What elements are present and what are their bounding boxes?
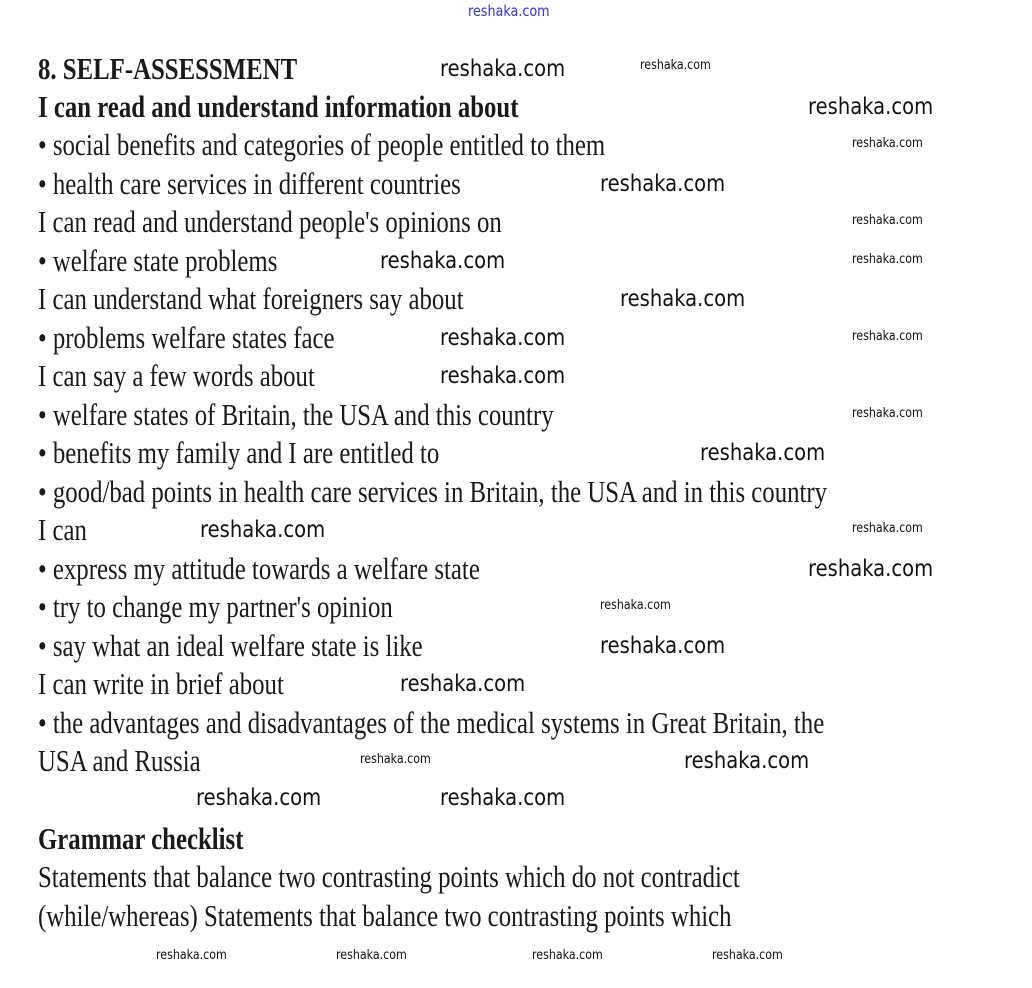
text-line: I can understand what foreigners say about [38, 281, 464, 316]
watermark: reshaka.com [200, 517, 326, 543]
heading-line: I can read and understand information about [38, 89, 519, 124]
watermark: reshaka.com [440, 56, 566, 82]
list-item: • welfare state problems [38, 243, 278, 278]
text-line: I can write in brief about [38, 666, 284, 701]
watermark: reshaka.com [440, 363, 566, 389]
list-item: • social benefits and categories of people entitled to them [38, 127, 606, 162]
grammar-line: Statements that balance two contrasting points which do not contradict [38, 859, 740, 894]
list-item: • good/bad points in health care services in Britain, the USA and in this country [38, 474, 828, 509]
watermark: reshaka.com [684, 748, 810, 774]
list-item: • say what an ideal welfare state is like [38, 628, 423, 663]
section-title: 8. SELF-ASSESSMENT [38, 51, 298, 86]
watermark: reshaka.com [336, 948, 407, 963]
grammar-heading: Grammar checklist [38, 821, 244, 856]
watermark: reshaka.com [620, 286, 746, 312]
watermark: reshaka.com [712, 948, 783, 963]
watermark: reshaka.com [808, 94, 934, 120]
text-line: I can [38, 512, 87, 547]
list-item: • welfare states of Britain, the USA and this country [38, 397, 554, 432]
list-item: • health care services in different countries [38, 166, 461, 201]
text-line: I can say a few words about [38, 358, 315, 393]
watermark: reshaka.com [532, 948, 603, 963]
watermark: reshaka.com [380, 248, 506, 274]
watermark: reshaka.com [156, 948, 227, 963]
list-item: • the advantages and disadvantages of the medical systems in Great Britain, the [38, 705, 825, 740]
list-item: • benefits my family and I are entitled to [38, 435, 440, 470]
watermark: reshaka.com [852, 521, 923, 536]
watermark: reshaka.com [640, 58, 711, 73]
watermark: reshaka.com [440, 325, 566, 351]
list-item: • try to change my partner's opinion [38, 589, 393, 624]
grammar-line: (while/whereas) Statements that balance two contrasting points which [38, 898, 732, 933]
watermark: reshaka.com [400, 671, 526, 697]
watermark: reshaka.com [196, 785, 322, 811]
text-line: USA and Russia [38, 743, 201, 778]
top-watermark-link[interactable]: reshaka.com [468, 2, 550, 20]
watermark: reshaka.com [600, 171, 726, 197]
watermark: reshaka.com [600, 633, 726, 659]
watermark: reshaka.com [852, 406, 923, 421]
text-line: I can read and understand people's opinions on [38, 204, 502, 239]
watermark: reshaka.com [852, 136, 923, 151]
watermark: reshaka.com [360, 752, 431, 767]
watermark: reshaka.com [440, 785, 566, 811]
watermark: reshaka.com [808, 556, 934, 582]
watermark: reshaka.com [600, 598, 671, 613]
watermark: reshaka.com [852, 329, 923, 344]
watermark: reshaka.com [852, 213, 923, 228]
list-item: • problems welfare states face [38, 320, 335, 355]
list-item: • express my attitude towards a welfare state [38, 551, 480, 586]
watermark: reshaka.com [852, 252, 923, 267]
watermark: reshaka.com [700, 440, 826, 466]
